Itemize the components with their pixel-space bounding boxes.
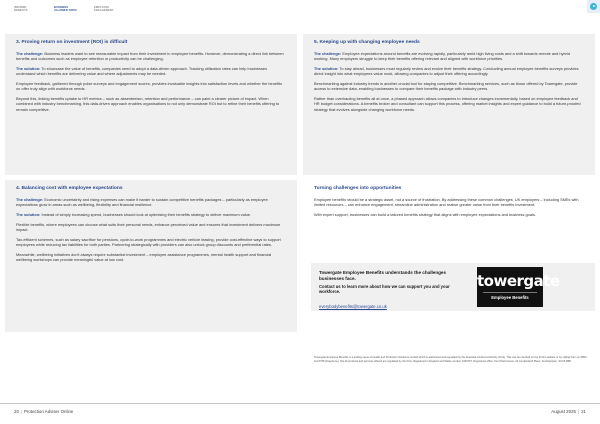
paragraph [16, 212, 286, 217]
section-heading: 5. Keeping up with changing employee needs [314, 40, 420, 45]
paragraph [16, 96, 286, 112]
paragraph [16, 252, 286, 263]
publication-title: Protection Adviser Online [24, 409, 74, 414]
contact-email-link[interactable]: everybodybenefits@towergate.co.uk [319, 303, 387, 309]
legal-disclaimer: Towergate Employee Benefits is a trading name of Health and Protection Solutions Limited which is authorised and regulated by the Financial Conduct Authority (FCA). This can be checked on the FCA's website or by calling them on 0800 111 6768 (freephone). Not all products and services offered are regulated by the FCA. Registered in England and Wales number 4397097. Registered office: Kent Park House, 22 Cumberland Place, Southampton, SO15 2BB. [314, 356, 587, 363]
paragraph [314, 81, 584, 92]
footer-right [551, 409, 586, 414]
breadcrumb [14, 6, 120, 13]
paragraph-lead: The challenge: [314, 51, 342, 56]
paragraph-lead: The challenge: [16, 51, 44, 56]
section-heading: Turning challenges into opportunities [314, 186, 402, 191]
logo-wordmark: towergate [477, 272, 560, 290]
logo-divider [483, 292, 537, 293]
paragraph-text: Business leaders want to see measurable impact from their investment in employee benefits. However, demonstrating a direct link between benefits and outcomes such as employee retention or productivity can be challenging. [16, 51, 284, 62]
paragraph [314, 197, 584, 208]
paragraph [16, 222, 286, 233]
section-heading: 4. Balancing cost with employee expectations [16, 186, 123, 191]
paragraph-text: Instead of simply increasing spend, businesses should look at optimising their benefits strategy to deliver maximum value. [40, 212, 252, 217]
paragraph-text: Beyond this, linking benefits uptake to HR metrics – such as absenteeism, retention and performance – can paint a clearer picture of impact. When combined with industry benchmarking, this data-driven approach enables organisations to not only demonstrate ROI but to refine their benefits offering to remain competitive. [16, 96, 280, 112]
paragraph [16, 51, 286, 62]
promo-body: Contact us to learn more about how we can support you and your workforce. [319, 284, 450, 295]
towergate-logo [477, 267, 560, 307]
section-balancing-cost [5, 180, 297, 332]
paragraph-text: Meanwhile, wellbeing initiatives don't always require substantial investment – employee assistance programmes, mental health support and financial wellbeing workshops can provide meaningful value at low cost. [16, 251, 272, 262]
paragraph [16, 66, 286, 77]
issue-date: August 2025 [551, 409, 576, 414]
section-opportunities [303, 180, 595, 228]
promo-text [319, 270, 467, 313]
paragraph-text: Employee expectations around benefits are evolving rapidly, particularly amid high living costs and a shift towards remote and hybrid working. Many employers struggle to keep their benefits offering relevant and aligned with workforce priorities. [314, 51, 570, 62]
paragraph [314, 51, 584, 62]
page-footer [0, 403, 600, 424]
section-changing-needs [303, 34, 595, 175]
crumb-item[interactable]: INSURED BENEFITS [14, 6, 28, 13]
contact-promo [311, 263, 595, 311]
paragraph-lead: The challenge: [16, 197, 44, 202]
paragraph-lead: The solution: [16, 66, 41, 71]
footer-left [14, 409, 73, 414]
top-bar [0, 0, 600, 18]
crumb-item[interactable]: EMPLOYEE ENGAGEMENT [94, 6, 114, 13]
paragraph-text: Benchmarking against industry trends is another crucial tool for staying competitive. Benchmarking services, such as those offered by Towergate, provide access to extensive data, enabling businesses to compare their benefits package with industry peers. [314, 81, 578, 92]
paragraph-text: Employee feedback, gathered through pulse surveys and engagement scores, provides invaluable insights into satisfaction levels and whether the benefits on offer truly align with workforce needs. [16, 81, 283, 92]
paragraph [314, 96, 584, 112]
footer-separator: | [577, 409, 580, 414]
logo-subtitle: Employee Benefits [491, 295, 529, 300]
paragraph-text: With expert support, businesses can build a tailored benefits strategy that aligns with employee expectations and business goals. [314, 212, 536, 217]
play-circle-icon [590, 3, 597, 10]
paragraph-lead: The solution: [16, 212, 41, 217]
section-roi [5, 34, 297, 175]
paragraph [16, 81, 286, 92]
paragraph-lead: The solution: [314, 66, 339, 71]
publication-logo[interactable] [587, 0, 600, 13]
page-number-left: 20 [14, 409, 19, 414]
paragraph-text: To stay ahead, businesses must regularly review and evolve their benefits strategy. Conducting annual employee benefits surveys provides direct insight into what employees value most, allowing companies to adjust their offering accordingly. [314, 66, 579, 77]
paragraph-text: Tax-efficient schemes, such as salary sacrifice for pensions, cycle-to-work programmes and electric vehicle leasing, provide cost-effective ways to support employees while reducing tax liabilities for both parties. Partnering strategically with providers can also unlock group discounts and preferential rates. [16, 236, 281, 247]
footer-separator: | [20, 409, 23, 414]
section-heading: 3. Proving return on investment (ROI) is difficult [16, 40, 128, 45]
paragraph-text: Flexible benefits, where employees can choose what suits their personal needs, enhance perceived value and ensures that investment delivers maximum impact. [16, 221, 281, 232]
paragraph-text: Rather than overhauling benefits all at once, a phased approach allows companies to introduce changes incrementally, based on employee feedback and HR budget considerations. A benefits broker and consultant can support this process, offering market insights and expert guidance to build a future-proofed strategy that evolves alongside changing workforce needs. [314, 96, 581, 112]
paragraph [314, 212, 584, 217]
crumb-item-active[interactable]: BUSINESS ALLOWED TOPIC [54, 6, 78, 13]
promo-headline: Towergate Employee Benefits understands the challenges businesses face. [319, 270, 447, 281]
page-number-right: 21 [581, 409, 586, 414]
paragraph [16, 237, 286, 248]
paragraph [314, 66, 584, 77]
paragraph-text: Economic uncertainty and rising expenses can make it harder to sustain competitive benefits packages – particularly as employee expectations grow in areas such as wellbeing, flexibility and financial resilience. [16, 197, 268, 208]
paragraph-text: Employee benefits should be a strategic asset, not a source of frustration. By addressing these common challenges, UK employers – including SMEs with limited resources – can enhance engagement, streamline administration and realise greater value from their benefits investment. [314, 197, 579, 208]
paragraph-text: To showcase the value of benefits, companies need to adopt a data-driven approach. Tracking utilisation rates can help businesses understand which benefits are delivering value and where adjustments may be needed. [16, 66, 268, 77]
paragraph [16, 197, 286, 208]
